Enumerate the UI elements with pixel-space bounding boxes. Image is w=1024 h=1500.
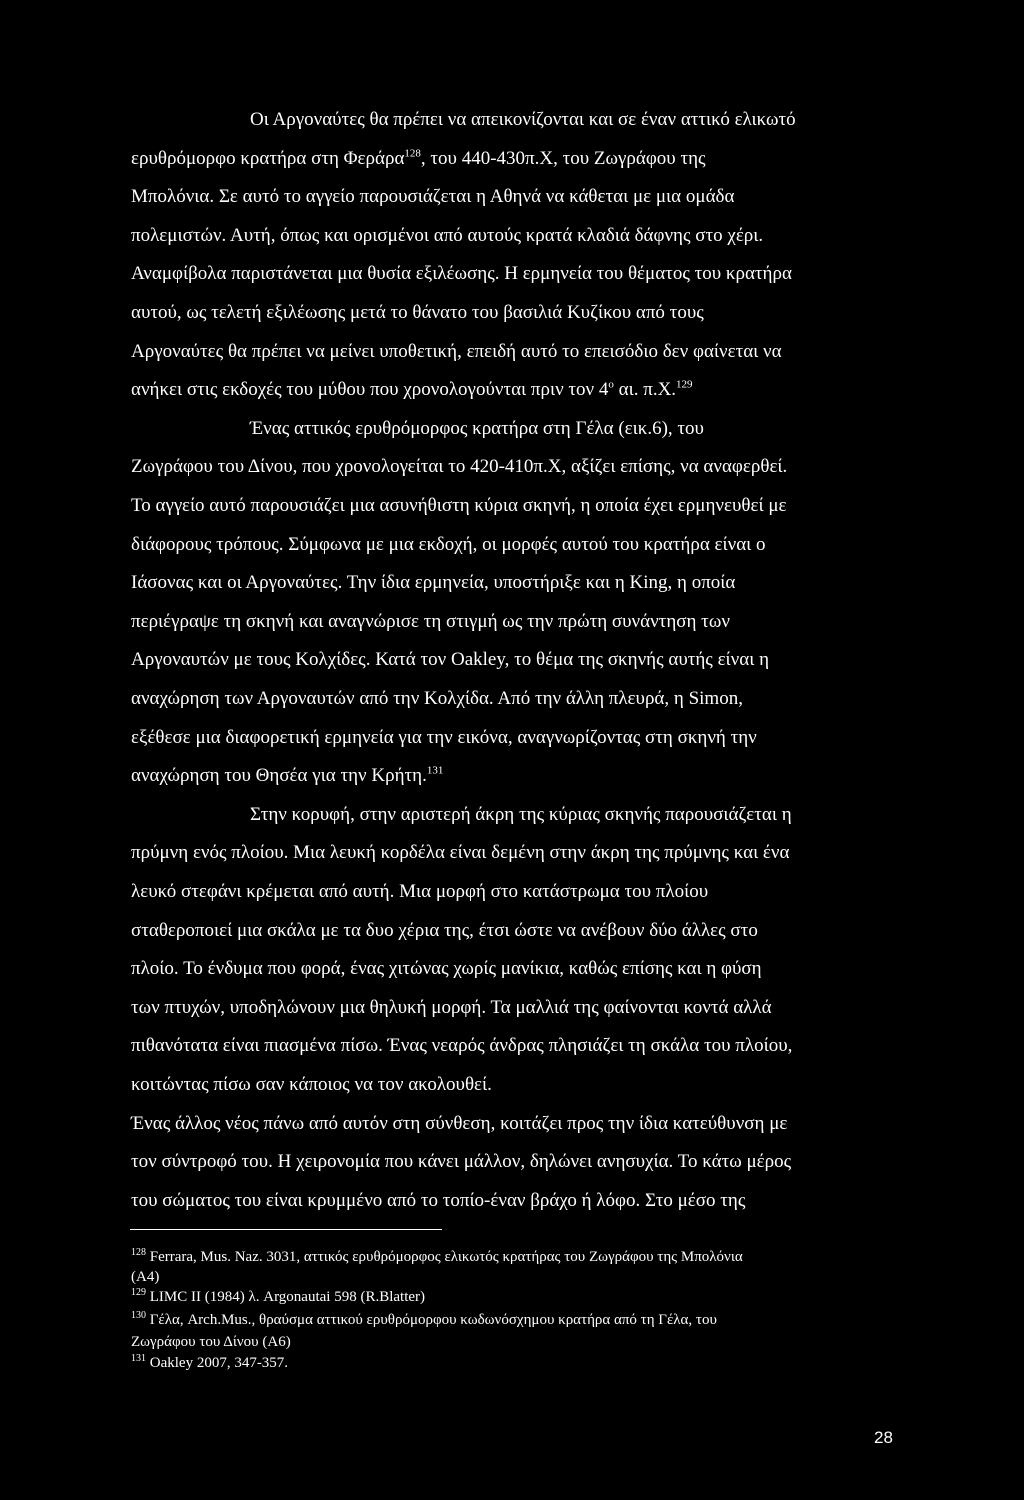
text-line: Ιάσονας και οι Αργοναύτες. Την ίδια ερμηνεία, υποστήριξε και η King, η οποία [131, 572, 736, 593]
footnote-text: LIMC II (1984) λ. Argonautai 598 (R.Blatter) [146, 1289, 426, 1305]
text-span: ανήκει στις εκδοχές του μύθου που χρονολογούνται πριν τον 4 [131, 379, 609, 400]
footnote-129 [131, 1288, 425, 1306]
footnote-ref-131: 131 [426, 764, 444, 777]
footnote-number: 128 [131, 1247, 146, 1258]
text-line: τον σύντροφό του. Η χειρονομία που κάνει μάλλον, δηλώνει ανησυχία. Το κάτω μέρος [131, 1151, 792, 1172]
text-line: Αργοναυτών με τους Κολχίδες. Κατά τον Oakley, το θέμα της σκηνής αυτής είναι η [131, 649, 770, 670]
text-line: πιθανότατα είναι πιασμένα πίσω. Ένας νεαρός άνδρας πλησιάζει τη σκάλα του πλοίου, [131, 1035, 793, 1056]
page-number: 28 [874, 1428, 893, 1447]
text-span: αι. π.Χ. [613, 379, 677, 400]
text-line: κοιτώντας πίσω σαν κάποιος να τον ακολουθεί. [131, 1074, 492, 1095]
text-line: λευκό στεφάνι κρέμεται από αυτή. Μια μορφή στο κατάστρωμα του πλοίου [131, 881, 709, 902]
text-line: πολεμιστών. Αυτή, όπως και ορισμένοι από αυτούς κρατά κλαδιά δάφνης στο χέρι. [131, 225, 764, 246]
footnote-130 [131, 1311, 717, 1329]
text-line [131, 764, 443, 788]
footnote-ref-128: 128 [404, 147, 421, 160]
footnote-text: Γέλα, Arch.Mus., θραύσμα αττικού ερυθρόμορφου κωδωνόσχημου κρατήρα από τη Γέλα, του [146, 1312, 717, 1328]
text-line: πλοίο. Το ένδυμα που φορά, ένας χιτώνας χωρίς μανίκια, καθώς επίσης και η φύση [131, 958, 762, 979]
text-line: Αναμφίβολα παριστάνεται μια θυσία εξιλέωσης. Η ερμηνεία του θέματος του κρατήρα [131, 263, 792, 284]
text-line: Το αγγείο αυτό παρουσιάζει μια ασυνήθιστη κύρια σκηνή, η οποία έχει ερμηνευθεί με [131, 495, 787, 516]
footnote-number: 129 [131, 1287, 146, 1298]
footnote-131 [131, 1354, 288, 1372]
footnote-ref-129: 129 [676, 378, 693, 391]
footnote-text: Oakley 2007, 347-357. [146, 1355, 289, 1371]
text-line: Οι Αργοναύτες θα πρέπει να απεικονίζονται και σε έναν αττικό ελικωτό [250, 109, 796, 130]
text-line: περιέγραψε τη σκηνή και αναγνώρισε τη στιγμή ως την πρώτη συνάντηση των [131, 611, 730, 632]
footnote-130-cont: Ζωγράφου του Δίνου (Α6) [131, 1334, 291, 1350]
text-span: , του 440-430π.Χ, του Ζωγράφου της [420, 148, 706, 169]
text-line: των πτυχών, υποδηλώνουν μια θηλυκή μορφή. Τα μαλλιά της φαίνονται κοντά αλλά [131, 997, 772, 1018]
footnote-128-cont: (Α4) [131, 1269, 160, 1285]
text-line: διάφορους τρόπους. Σύμφωνα με μια εκδοχή, οι μορφές αυτού του κρατήρα είναι ο [131, 534, 766, 555]
text-line: του σώματος του είναι κρυμμένο από το τοπίο-έναν βράχο ή λόφο. Στο μέσο της [131, 1190, 746, 1211]
text-line: εξέθεσε μια διαφορετική ερμηνεία για την εικόνα, αναγνωρίζοντας στη σκηνή την [131, 727, 757, 748]
text-line: Ένας άλλος νέος πάνω από αυτόν στη σύνθεση, κοιτάζει προς την ίδια κατεύθυνση με [131, 1113, 788, 1134]
text-line [131, 147, 706, 171]
footnote-text: Ferrara, Mus. Naz. 3031, αττικός ερυθρόμορφος ελικωτός κρατήρας του Ζωγράφου της Μπολόνια [146, 1249, 743, 1265]
text-line: αυτού, ως τελετή εξιλέωσης μετά το θάνατο του βασιλιά Κυζίκου από τους [131, 302, 704, 323]
superscript-o: ο [608, 378, 614, 391]
footnote-separator [130, 1229, 442, 1230]
text-line: αναχώρηση των Αργοναυτών από την Κολχίδα. Από την άλλη πλευρά, η Simon, [131, 688, 743, 709]
text-line: Μπολόνια. Σε αυτό το αγγείο παρουσιάζεται η Αθηνά να κάθεται με μια ομάδα [131, 186, 735, 207]
footnote-number: 131 [131, 1353, 146, 1364]
text-line: Αργοναύτες θα πρέπει να μείνει υποθετική, επειδή αυτό το επεισόδιο δεν φαίνεται να [131, 341, 782, 362]
text-line: πρύμνη ενός πλοίου. Μια λευκή κορδέλα είναι δεμένη στην άκρη της πρύμνης και ένα [131, 842, 790, 863]
footnote-number: 130 [131, 1310, 146, 1321]
text-span: αναχώρηση του Θησέα για την Κρήτη. [131, 765, 427, 786]
text-line: Ένας αττικός ερυθρόμορφος κρατήρα στη Γέλα (εικ.6), του [250, 418, 704, 439]
text-line: σταθεροποιεί μια σκάλα με τα δυο χέρια της, έτσι ώστε να ανέβουν δύο άλλες στο [131, 920, 758, 941]
text-line: Στην κορυφή, στην αριστερή άκρη της κύριας σκηνής παρουσιάζεται η [250, 804, 792, 825]
text-line [131, 378, 693, 402]
text-span: ερυθρόμορφο κρατήρα στη Φεράρα [131, 148, 405, 169]
footnote-128 [131, 1248, 743, 1266]
text-line: Ζωγράφου του Δίνου, που χρονολογείται το 420-410π.Χ, αξίζει επίσης, να αναφερθεί. [131, 456, 788, 477]
